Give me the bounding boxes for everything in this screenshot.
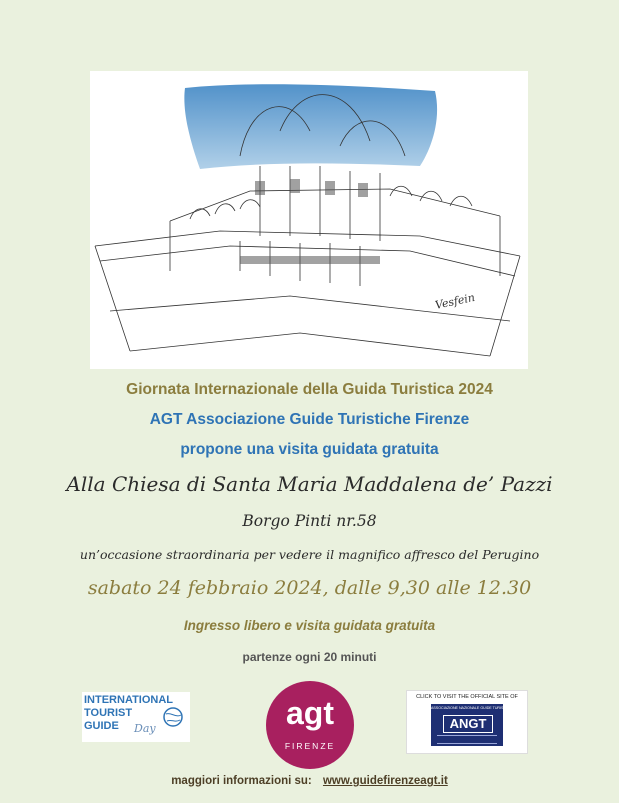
angt-logo-mark: ANGT: [443, 715, 493, 733]
entry-info: Ingresso libero e visita guidata gratuita: [183, 618, 436, 633]
agt-logo-city: FIRENZE: [284, 741, 336, 751]
agt-logo-word: agt: [286, 695, 334, 731]
angt-org-name: ASSOCIAZIONE NAZIONALE GUIDE TURISTICHE: [431, 706, 515, 710]
cloister-drawing: [90, 71, 528, 369]
event-day-heading: Giornata Internazionale della Guida Turistica 2024: [126, 381, 493, 398]
artist-signature: Vesfein: [433, 290, 477, 312]
church-name: Alla Chiesa di Santa Maria Maddalena de’ Pazzi: [66, 472, 553, 496]
official-site-banner[interactable]: [406, 690, 528, 754]
footer-info: [0, 775, 619, 787]
address: Borgo Pinti nr.58: [242, 512, 377, 530]
itg-logo-text: INTERNATIONAL TOURIST GUIDE: [84, 694, 174, 732]
official-site-caption: CLICK TO VISIT THE OFFICIAL SITE OF: [416, 694, 518, 700]
angt-logo-rule: [437, 735, 497, 744]
occasion-text: un’occasione straordinaria per vedere il magnifico affresco del Perugino: [79, 547, 540, 562]
date-time: sabato 24 febbraio 2024, dalle 9,30 alle 12.30: [87, 577, 532, 599]
globe-icon: [162, 706, 184, 728]
agt-firenze-logo[interactable]: [266, 681, 354, 769]
itg-day-script: Day: [134, 722, 156, 735]
association-name: AGT Associazione Guide Turistiche Firenze: [149, 411, 470, 428]
footer-label: maggiori informazioni su:: [171, 775, 312, 787]
offer-text: propone una visita guidata gratuita: [180, 441, 439, 458]
international-tourist-guide-day-logo[interactable]: [82, 692, 190, 742]
website-link[interactable]: www.guidefirenzeagt.it: [322, 775, 448, 787]
cloister-illustration: [90, 71, 528, 369]
angt-logo: [431, 704, 515, 746]
departures-info: partenze ogni 20 minuti: [242, 650, 377, 664]
